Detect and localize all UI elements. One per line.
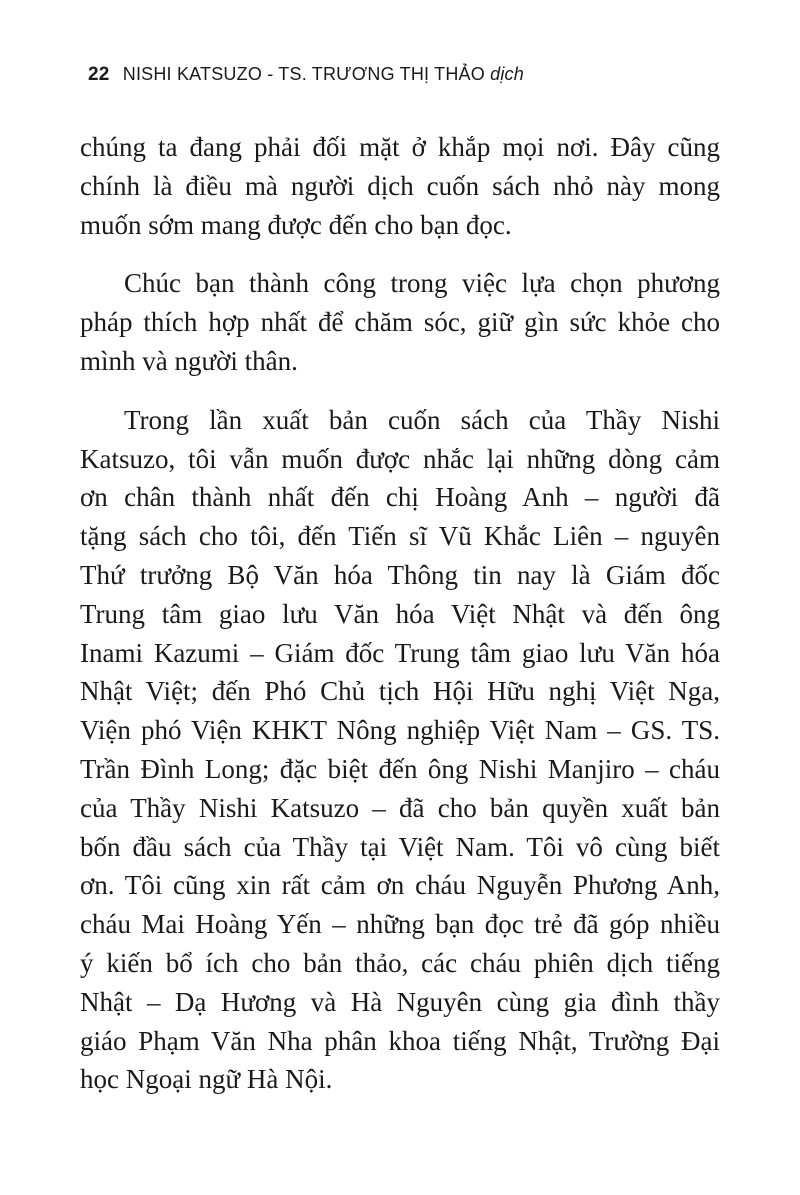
translator-suffix: dịch	[490, 64, 524, 84]
text-line: Trung tâm giao lưu Văn hóa Việt Nhật và đến ông	[80, 598, 720, 629]
text-line: bốn đầu sách của Thầy tại Việt Nam. Tôi vô cùng biết	[80, 831, 720, 862]
text-line: Nhật – Dạ Hương và Hà Nguyên cùng gia đình thầy	[80, 986, 720, 1017]
text-line: mình và người thân.	[80, 345, 298, 376]
running-header	[88, 64, 524, 86]
text-line: Nhật Việt; đến Phó Chủ tịch Hội Hữu nghị Việt Nga,	[80, 676, 720, 707]
text-line: muốn sớm mang được đến cho bạn đọc.	[80, 209, 512, 240]
paragraph-2	[80, 264, 720, 380]
text-line: tặng sách cho tôi, đến Tiến sĩ Vũ Khắc Liên – nguyên	[80, 521, 720, 552]
text-line: chúng ta đang phải đối mặt ở khắp mọi nơi. Đây cũng	[80, 132, 720, 162]
text-line: học Ngoại ngữ Hà Nội.	[80, 1064, 333, 1095]
text-line: Katsuzo, tôi vẫn muốn được nhắc lại những dòng cảm	[80, 443, 720, 474]
text-line: ơn. Tôi cũng xin rất cảm ơn cháu Nguyễn Phương Anh,	[80, 870, 720, 901]
text-line: Inami Kazumi – Giám đốc Trung tâm giao lưu Văn hóa	[80, 637, 720, 668]
text-line: Chúc bạn thành công trong việc lựa chọn phương	[124, 268, 720, 299]
page-number: 22	[88, 64, 110, 85]
text-line: Trần Đình Long; đặc biệt đến ông Nishi Manjiro – cháu	[80, 753, 720, 784]
text-line: Viện phó Viện KHKT Nông nghiệp Việt Nam – GS. TS.	[80, 715, 720, 746]
text-line: ý kiến bổ ích cho bản thảo, các cháu phiên dịch tiếng	[80, 947, 720, 978]
text-line: ơn chân thành nhất đến chị Hoàng Anh – người đã	[80, 482, 720, 513]
text-line: giáo Phạm Văn Nha phân khoa tiếng Nhật, Trường Đại	[80, 1025, 720, 1056]
text-line: chính là điều mà người dịch cuốn sách nhỏ này mong	[80, 170, 720, 201]
paragraph-1	[80, 128, 720, 244]
author-translator: NISHI KATSUZO - TS. TRƯƠNG THỊ THẢO	[122, 64, 485, 84]
text-line: cháu Mai Hoàng Yến – những bạn đọc trẻ đã góp nhiều	[80, 909, 720, 940]
paragraph-3	[80, 401, 720, 1099]
text-line: Thứ trưởng Bộ Văn hóa Thông tin nay là Giám đốc	[80, 559, 720, 590]
text-line: pháp thích hợp nhất để chăm sóc, giữ gìn sức khỏe cho	[80, 307, 720, 338]
body-text	[80, 128, 720, 1099]
text-line: Trong lần xuất bản cuốn sách của Thầy Nishi	[124, 404, 720, 435]
text-line: của Thầy Nishi Katsuzo – đã cho bản quyền xuất bản	[80, 792, 720, 823]
